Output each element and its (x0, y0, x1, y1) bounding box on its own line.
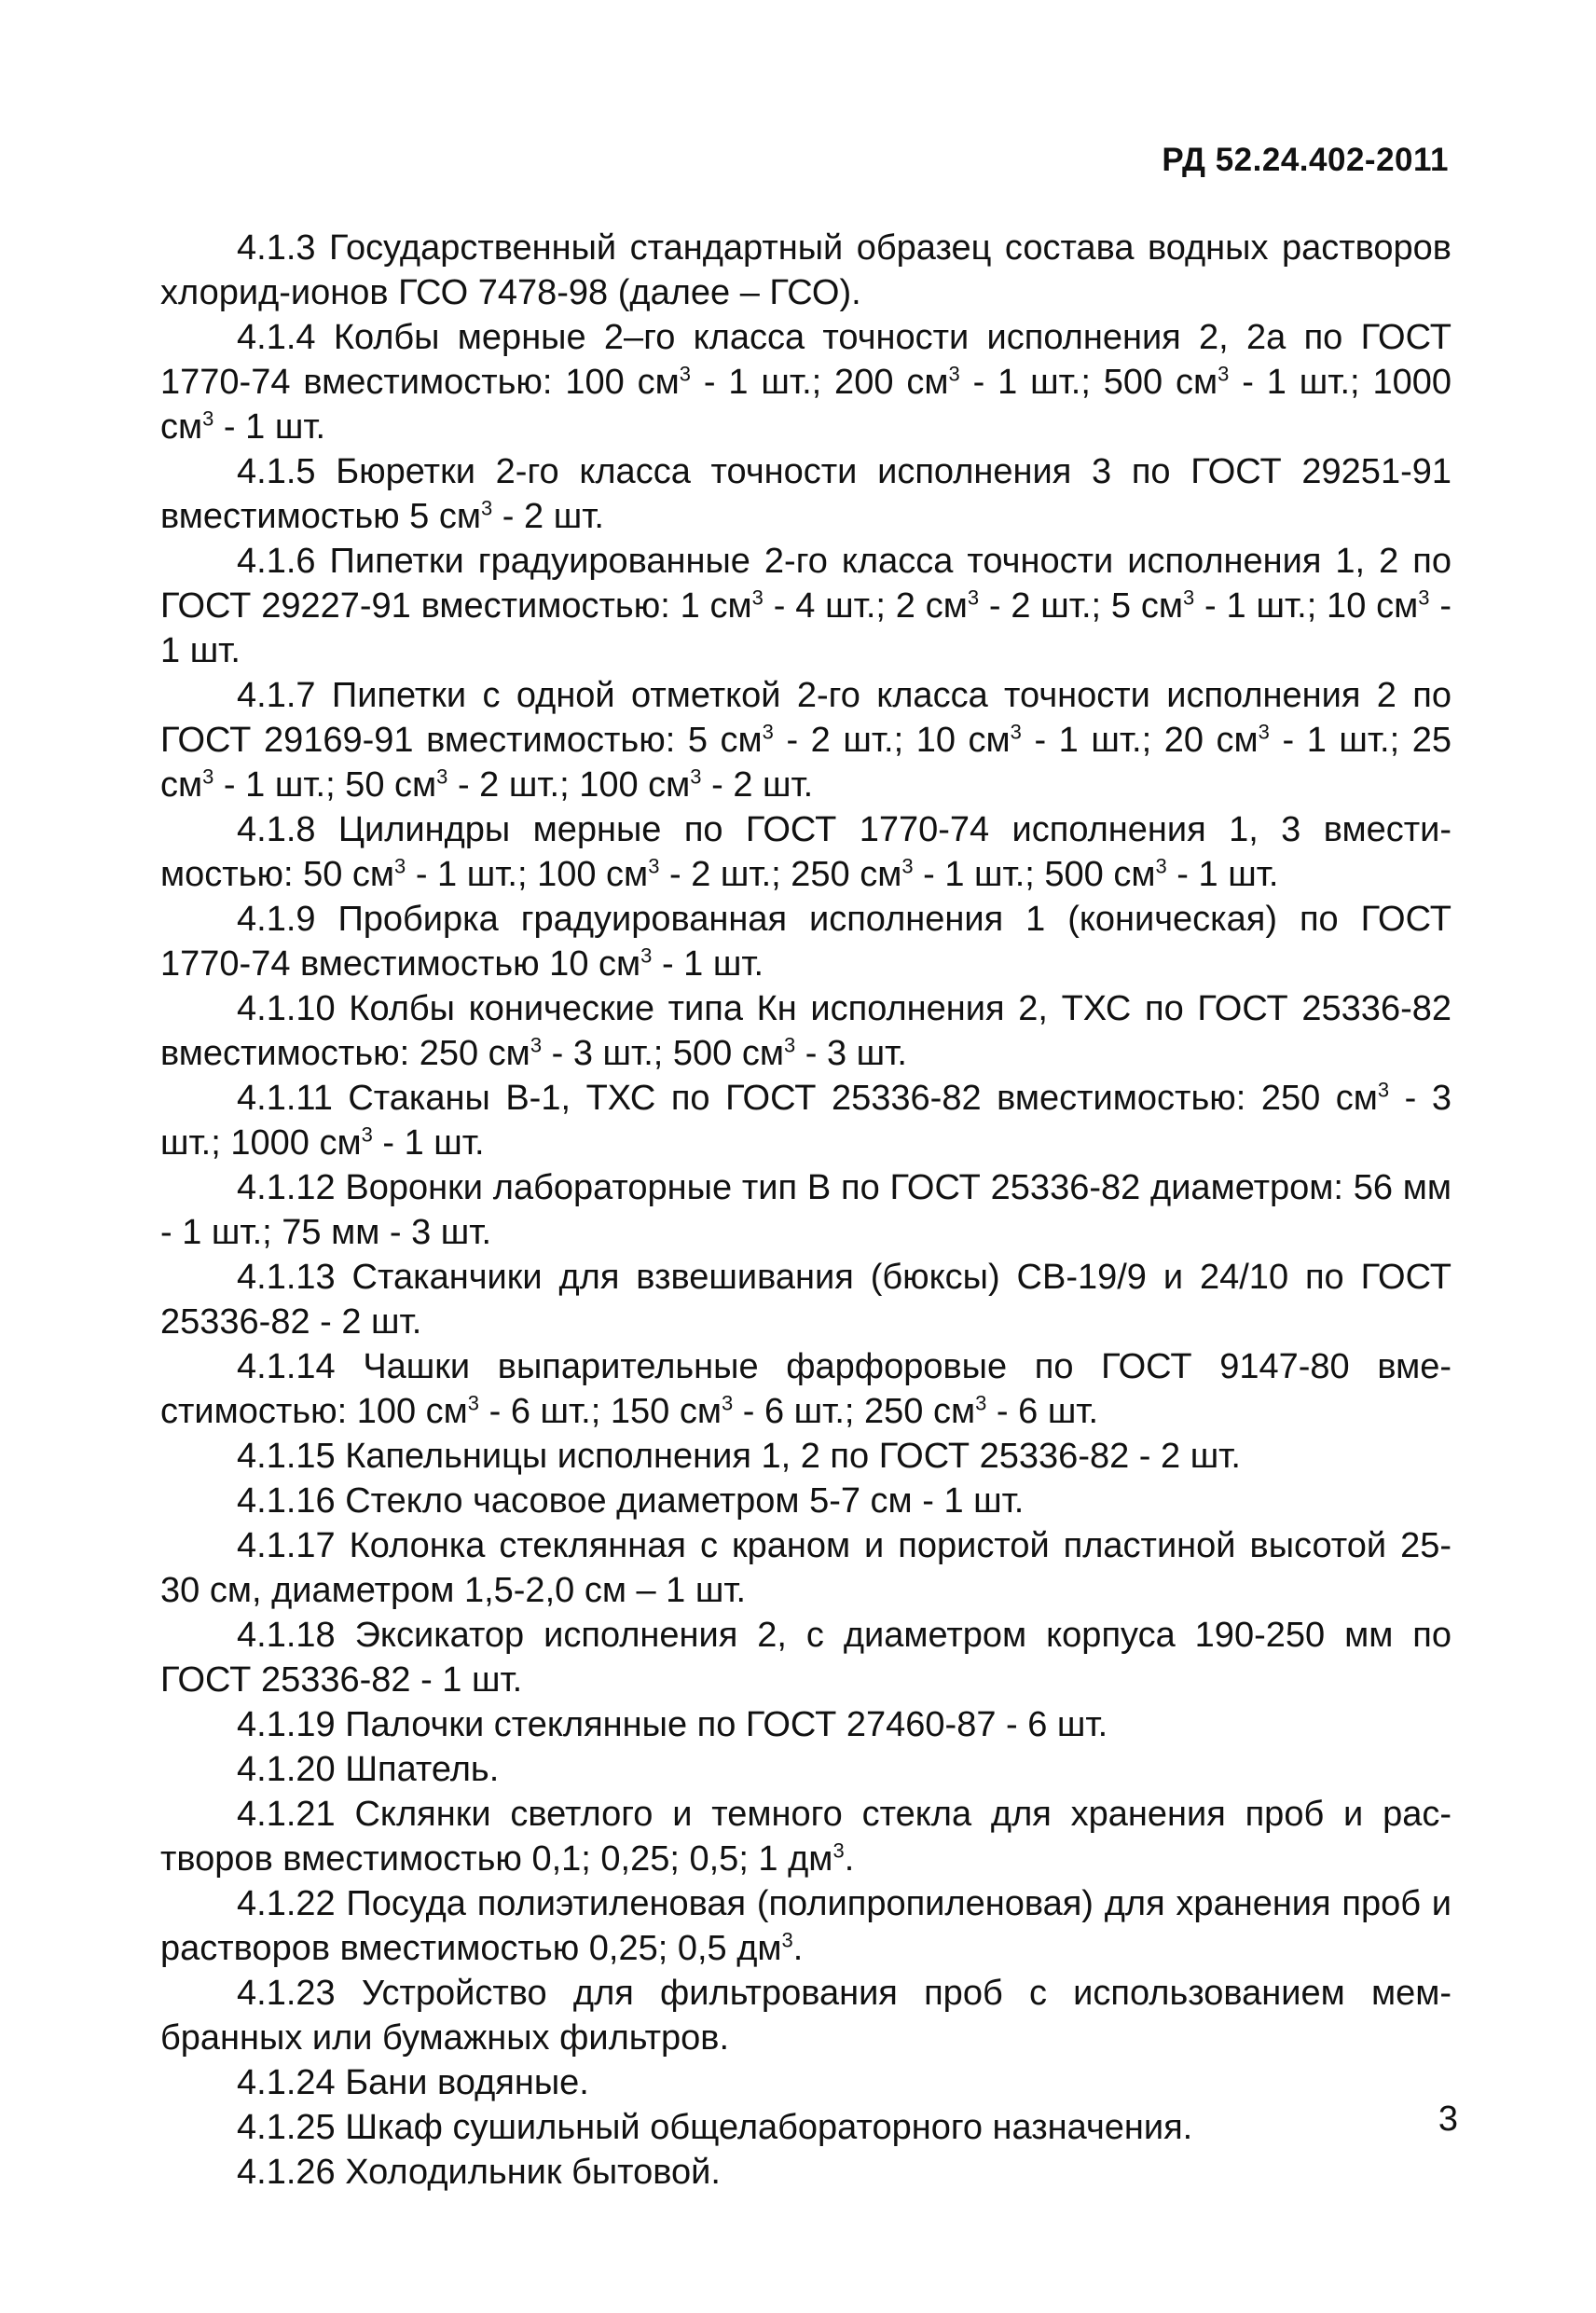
list-item: 4.1.18 Эксикатор исполнения 2, с диаметром корпуса 190-250 мм по ГОСТ 25336-82 - 1 шт. (160, 1616, 1452, 1700)
list-item: 4.1.21 Склянки светлого и темного стекла для хранения проб и растворов вместимостью 0,1; 0,25; 0,5; 1 $дм^3$. (160, 1795, 1452, 1879)
list-item: 4.1.4 Колбы мерные 2–го класса точности исполнения 2, 2а по ГОСТ 1770-74 вместимостью: 100 $см^3 - 1$ шт.; 200 $см^3 - 1$ шт.; 500 $см^3 - 1$ шт.; 1000 $см^3 - 1$ шт. (160, 318, 1452, 447)
list-item: 4.1.10 Колбы конические типа Кн исполнения 2, ТХС по ГОСТ 25336-82 вместимостью: 250 $см^3 - 3$ шт.; 500 $см^3 - 3$ шт. (160, 989, 1452, 1073)
list-item: 4.1.17 Колонка стеклянная с краном и пористой пластиной высотой 25-30 см, диаметром 1,5-2,0 см – 1 шт. (160, 1526, 1452, 1610)
list-item: 4.1.7 Пипетки с одной отметкой 2-го класса точности исполнения 2 по ГОСТ 29169-91 вместимостью: 5 $см^3 - 2$ шт.; 10 $см^3 - 1$ шт.; 20 $см^3 - 1$ шт.; 25 $см^3 - 1$ шт.; 50 $см^3 - 2$ шт.; 100 $см^3 - 2$ шт. (160, 676, 1452, 805)
list-item: 4.1.19 Палочки стеклянные по ГОСТ 27460-87 - 6 шт. (237, 1705, 1108, 1744)
list-item: 4.1.20 Шпатель. (237, 1750, 500, 1789)
list-item: 4.1.24 Бани водяные. (237, 2063, 589, 2102)
list-item: 4.1.11 Стаканы В-1, ТХС по ГОСТ 25336-82 вместимостью: 250 $см^3 - 3$ шт.; 1000 $см^3 - 1$ шт. (160, 1078, 1452, 1163)
list-item: 4.1.25 Шкаф сушильный общелабораторного назначения. (237, 2108, 1193, 2147)
list-item: 4.1.6 Пипетки градуированные 2-го класса точности исполнения 1, 2 по ГОСТ 29227-91 вместимостью: 1 $см^3 - 4$ шт.; 2 $см^3 - 2$ шт.; 5 $см^3 - 1$ шт.; 10 $см^3 - 1$ шт. (160, 542, 1452, 670)
equipment-list (160, 226, 1452, 2195)
list-item: 4.1.23 Устройство для фильтрования проб с использованием мембранных или бумажных фильтров. (160, 1974, 1452, 2058)
page-number: 3 (1438, 2100, 1458, 2139)
document-code: РД 52.24.402-2011 (1162, 142, 1449, 178)
list-item: 4.1.12 Воронки лабораторные тип В по ГОСТ 25336-82 диаметром: 56 мм - 1 шт.; 75 мм - 3 шт. (160, 1168, 1452, 1252)
list-item: 4.1.26 Холодильник бытовой. (237, 2153, 721, 2192)
list-item: 4.1.9 Пробирка градуированная исполнения 1 (коническая) по ГОСТ 1770-74 вместимостью 10 $см^3 - 1$ шт. (160, 900, 1452, 984)
list-item: 4.1.14 Чашки выпарительные фарфоровые по ГОСТ 9147-80 вместимостью: 100 $см^3 - 6$ шт.; 150 $см^3 - 6$ шт.; 250 $см^3 - 6$ шт. (160, 1347, 1452, 1431)
list-item: 4.1.13 Стаканчики для взвешивания (бюксы) СВ-19/9 и 24/10 по ГОСТ 25336-82 - 2 шт. (160, 1258, 1452, 1342)
list-item: 4.1.5 Бюретки 2-го класса точности исполнения 3 по ГОСТ 29251-91 вместимостью 5 $см^3 - 2$ шт. (160, 452, 1452, 536)
list-item: 4.1.15 Капельницы исполнения 1, 2 по ГОСТ 25336-82 - 2 шт. (237, 1437, 1241, 1476)
list-item: 4.1.16 Стекло часовое диаметром 5-7 см - 1 шт. (237, 1481, 1025, 1521)
list-item: 4.1.8 Цилиндры мерные по ГОСТ 1770-74 исполнения 1, 3 вместимостью: 50 $см^3 - 1$ шт.; 100 $см^3 - 2$ шт.; 250 $см^3 - 1$ шт.; 500 $см^3 - 1$ шт. (160, 810, 1452, 894)
list-item: 4.1.3 Государственный стандартный образец состава водных растворов хлорид-ионов ГСО 7478-98 (далее – ГСО). (160, 228, 1452, 312)
list-item: 4.1.22 Посуда полиэтиленовая (полипропиленовая) для хранения проб и растворов вместимостью 0,25; 0,5 $дм^3$. (160, 1884, 1452, 1968)
